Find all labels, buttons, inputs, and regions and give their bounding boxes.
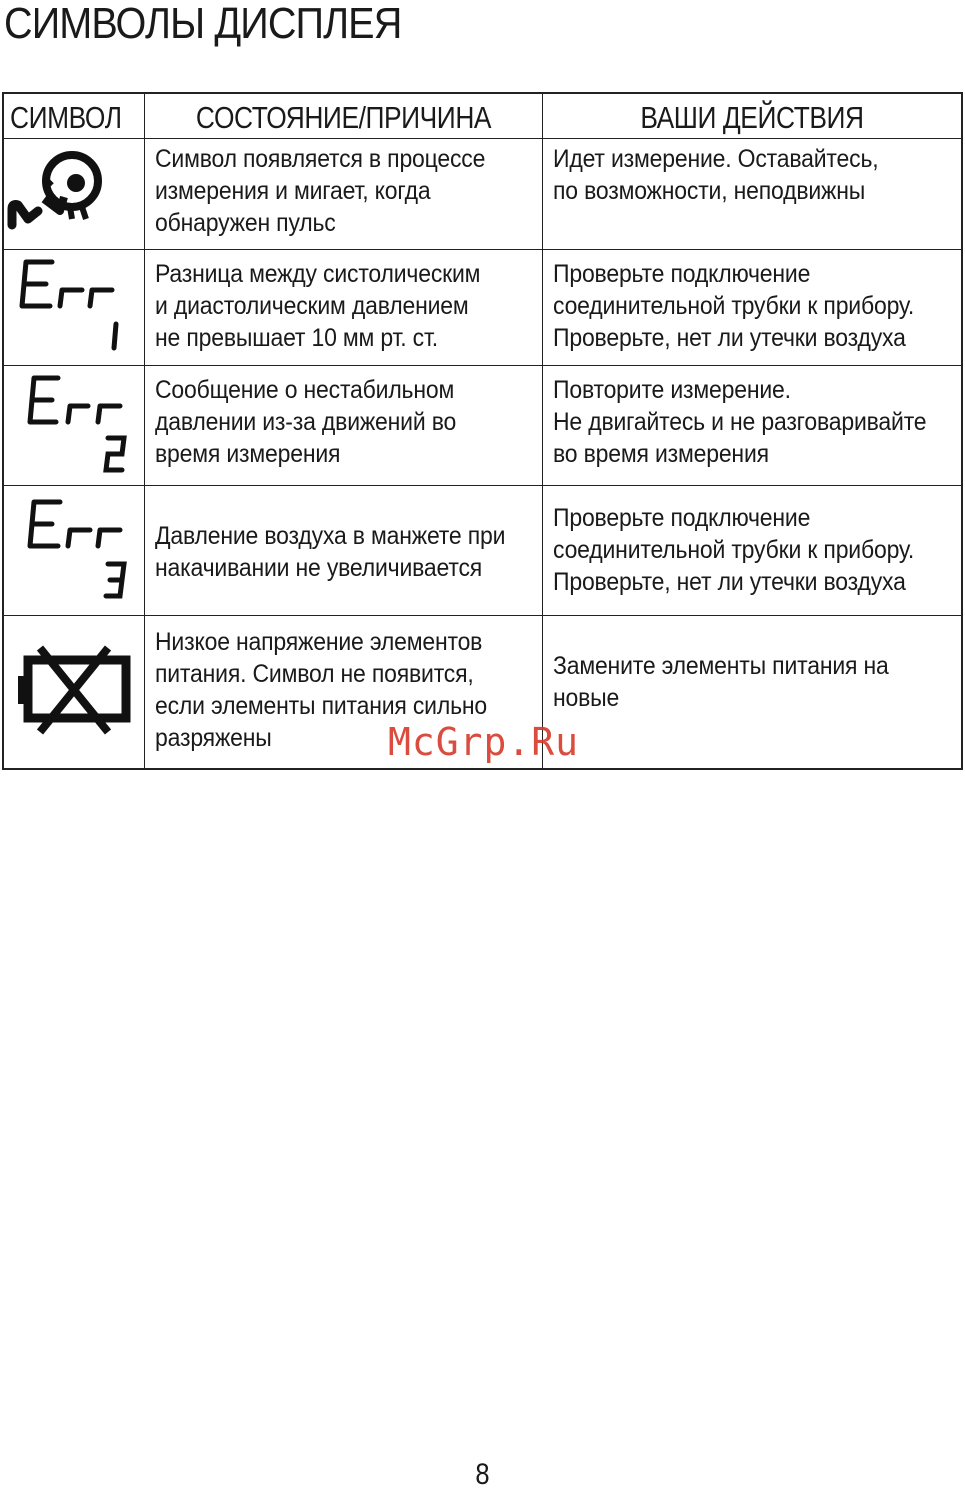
err-2-display [4,366,145,486]
action-text: Повторите измерение. Не двигайтесь и не разговаривайте во время измерения [553,376,927,468]
err-1-display [4,250,145,366]
action-text: Замените элементы питания на новые [553,652,889,712]
display-symbols-table [2,92,963,770]
action-text: Проверьте подключение соединительной трубки к прибору. Проверьте, нет ли утечки воздуха [553,504,915,596]
err-code: 1 [4,250,5,251]
header-action: ВАШИ ДЕЙСТВИЯ [640,100,864,135]
table-row [4,486,961,616]
action-text: Проверьте подключение соединительной трубки к прибору. Проверьте, нет ли утечки воздуха [553,260,915,352]
watermark: McGrp.Ru [388,720,580,764]
cause-text: Разница между систолическим и диастолическим давлением не превышает 10 мм рт. ст. [155,260,481,352]
action-text: Идет измерение. Оставайтесь, по возможности, неподвижны [553,145,879,205]
table-header-row [4,94,961,139]
table-row [4,366,961,486]
err-3-display [4,486,145,616]
pulse-heart-icon [4,139,145,250]
page-number: 8 [475,1458,490,1491]
page-title: СИМВОЛЫ ДИСПЛЕЯ [4,0,402,48]
header-cause: СОСТОЯНИЕ/ПРИЧИНА [195,100,492,135]
cause-text: Сообщение о нестабильном давлении из-за движений во время измерения [155,376,457,468]
table-row [4,250,961,366]
err-code: 2 [4,366,5,367]
cause-text: Давление воздуха в манжете при накачивании не увеличивается [155,522,506,582]
cause-text: Низкое напряжение элементов питания. Символ не появится, если элементы питания сильно разряжены [155,628,488,752]
cause-text: Символ появляется в процессе измерения и мигает, когда обнаружен пульс [155,145,486,237]
header-symbol: СИМВОЛ [10,100,122,135]
low-battery-icon [4,616,145,768]
err-code: 3 [4,486,5,487]
table-row [4,139,961,250]
